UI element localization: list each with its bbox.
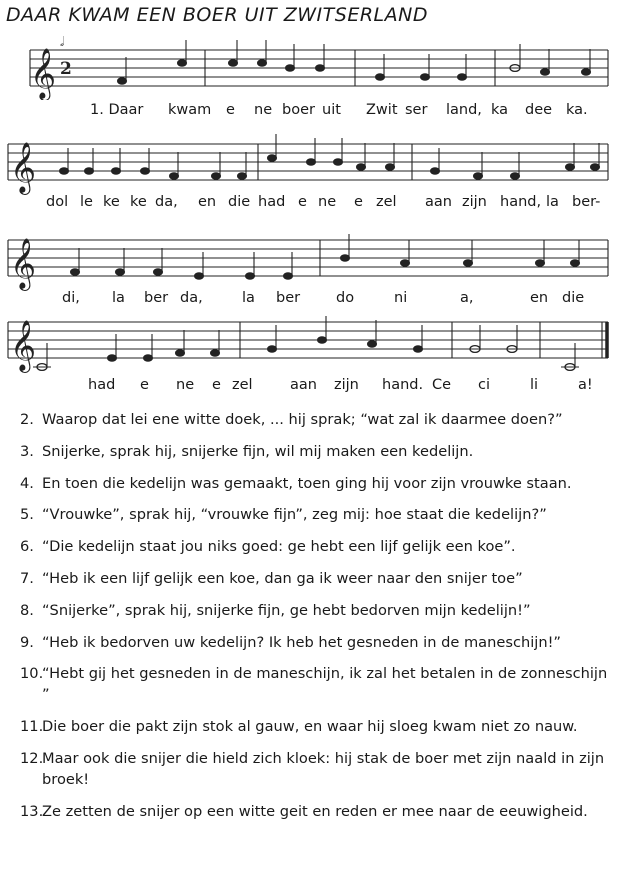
syllable: ka. (566, 102, 588, 118)
verses-list (20, 409, 612, 833)
syllable: da, (155, 194, 178, 210)
verse-text: Die boer die pakt zijn stok al gauw, en waar hij sloeg kwam niet zo nauw. (42, 718, 578, 736)
syllable: en (198, 194, 217, 210)
syllable: ber (144, 290, 169, 306)
verse-number: 5. (20, 506, 34, 524)
verse-number: 13. (20, 802, 44, 820)
verse-item (20, 748, 612, 790)
verse-text: “Vrouwke”, sprak hij, “vrouwke fijn”, zeg mij: hoe staat die kedelijn?” (42, 506, 547, 524)
syllable: ni (394, 290, 408, 306)
verse-text: Waarop dat lei ene witte doek, ... hij sprak; “wat zal ik daarmee doen?” (42, 411, 563, 428)
verse-number: 4. (20, 474, 34, 492)
syllable: land, (446, 102, 482, 118)
verse-number: 6. (20, 538, 34, 556)
syllable: zijn (462, 194, 487, 210)
syllable: e (298, 194, 307, 210)
verse-item (20, 568, 612, 589)
syllable: ne (254, 102, 273, 118)
verse-number: 9. (20, 633, 34, 651)
syllable: zel (232, 377, 253, 393)
syllable: had (258, 194, 286, 210)
syllable: a! (578, 377, 593, 393)
verse-number: 3. (20, 442, 34, 460)
syllable: da, (180, 290, 203, 306)
verse-text: “Snijerke”, sprak hij, snijerke fijn, ge hebt bedorven mijn kedelijn!” (42, 601, 531, 619)
syllable: hand. (382, 377, 424, 393)
syllable: aan (425, 194, 452, 210)
syllable: ci (478, 377, 491, 393)
syllable: la (242, 290, 255, 306)
syllable: had (88, 377, 116, 393)
syllable: die (228, 194, 251, 210)
syllable: ber- (572, 194, 601, 210)
syllable: zel (376, 194, 397, 210)
syllable: die (562, 290, 585, 306)
verse-item (20, 716, 612, 737)
verse-number: 10. (20, 665, 44, 683)
syllable: hand, (500, 194, 542, 210)
music-staff-4 (0, 300, 625, 380)
verse-text: “Heb ik bedorven uw kedelijn? Ik heb het gesneden in de maneschijn!” (42, 633, 561, 651)
verse-item (20, 600, 612, 621)
syllable: ka (491, 102, 509, 118)
verse-item (20, 504, 612, 525)
verse-item (20, 441, 612, 462)
treble-clef: 𝄞 (10, 320, 37, 371)
syllable: a, (460, 290, 474, 306)
verse-text: “Hebt gij het gesneden in de maneschijn, ik zal het betalen in de zonneschijn ” (42, 665, 608, 704)
verse-number: 12. (20, 749, 44, 767)
syllable: aan (290, 377, 317, 393)
syllable: e (140, 377, 149, 393)
song-title: DAAR KWAM EEN BOER UIT ZWITSERLAND (6, 4, 428, 26)
tempo-mark: 𝅗𝅥 (60, 35, 65, 50)
syllable: uit (322, 102, 341, 118)
lyrics-system-4 (0, 377, 625, 403)
syllable: le (80, 194, 93, 210)
music-staff-3 (0, 212, 625, 292)
syllable: li (530, 377, 539, 393)
syllable: e (354, 194, 363, 210)
verse-number: 2. (20, 411, 34, 428)
syllable: ne (176, 377, 195, 393)
treble-clef: 𝄞 (10, 142, 37, 193)
syllable: dee (525, 102, 553, 118)
music-staff-2 (0, 118, 625, 198)
syllable: do (336, 290, 355, 306)
treble-clef: 𝄞 (10, 238, 37, 289)
verse-item (20, 663, 612, 705)
syllable: ber (276, 290, 301, 306)
verse-text: “Die kedelijn staat jou niks goed: ge hebt een lijf gelijk een koe”. (42, 538, 516, 556)
syllable: zijn (334, 377, 359, 393)
syllable: Ce (432, 377, 452, 393)
syllable: la (112, 290, 125, 306)
syllable: ke (130, 194, 147, 210)
verse-text: En toen die kedelijn was gemaakt, toen ging hij voor zijn vrouwke staan. (42, 474, 572, 492)
verse-item (20, 409, 612, 430)
syllable: e (212, 377, 221, 393)
syllable: Zwit (366, 102, 398, 118)
syllable: e (226, 102, 235, 118)
time-signature: 2 (60, 59, 72, 79)
syllable: 1. Daar (90, 102, 144, 118)
verse-number: 8. (20, 601, 34, 619)
verse-text: Maar ook die snijer die hield zich kloek: hij stak de boer met zijn naald in zijn broek! (42, 749, 605, 788)
verse-number: 11. (20, 718, 44, 736)
verse-text: “Heb ik een lijf gelijk een koe, dan ga ik weer naar den snijer toe” (42, 569, 523, 587)
syllable: ke (103, 194, 120, 210)
verse-item (20, 632, 612, 653)
syllable: di, (62, 290, 80, 306)
treble-clef: 𝄞 (30, 48, 57, 99)
verse-item (20, 536, 612, 557)
verse-item (20, 801, 612, 822)
syllable: ser (405, 102, 428, 118)
verse-item (20, 473, 612, 494)
syllable: ne (318, 194, 337, 210)
verse-number: 7. (20, 569, 34, 587)
syllable: en (530, 290, 549, 306)
verse-text: Ze zetten de snijer op een witte geit en reden er mee naar de eeuwigheid. (42, 802, 588, 820)
verse-text: Snijerke, sprak hij, snijerke fijn, wil mij maken een kedelijn. (42, 442, 474, 460)
syllable: la (546, 194, 559, 210)
music-staff-1 (0, 30, 625, 100)
syllable: dol (46, 194, 69, 210)
syllable: boer (282, 102, 315, 118)
syllable: kwam (168, 102, 212, 118)
